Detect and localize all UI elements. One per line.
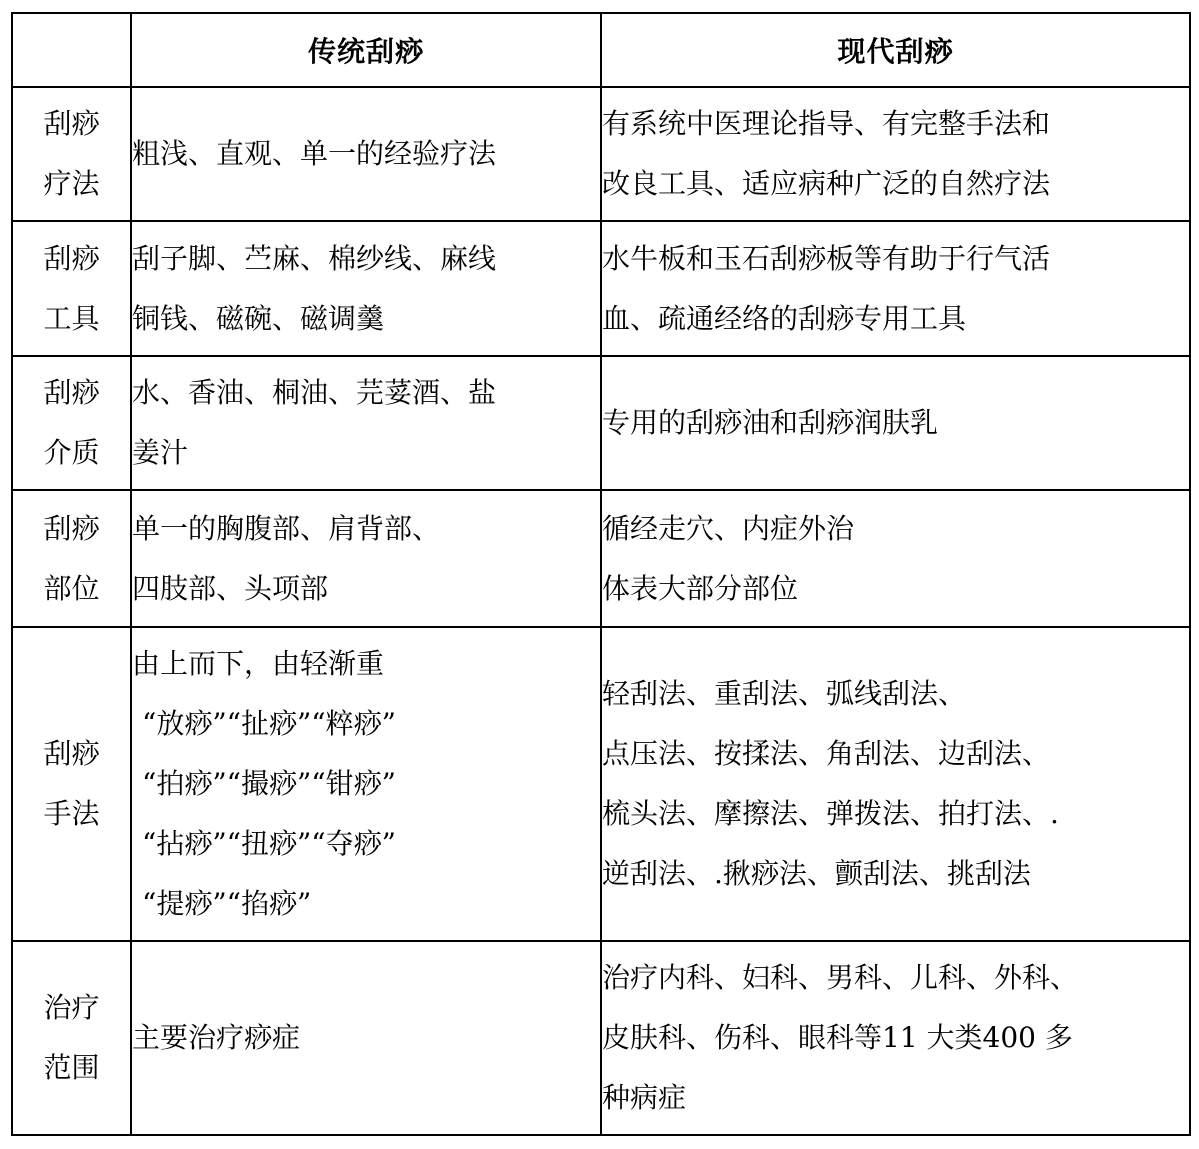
modern-cell: 有系统中医理论指导、有完整手法和 改良工具、适应病种广泛的自然疗法: [601, 87, 1190, 221]
modern-cell: 轻刮法、重刮法、弧线刮法、 点压法、按揉法、角刮法、边刮法、 梳头法、摩擦法、弹拨法、拍打法、. 逆刮法、.揪痧法、颤刮法、挑刮法: [601, 627, 1190, 941]
traditional-cell: 水、香油、桐油、芫荽酒、盐 姜汁: [131, 356, 601, 490]
comparison-table-container: [11, 12, 1191, 1136]
traditional-cell: 主要治疗痧症: [131, 941, 601, 1135]
traditional-cell: 粗浅、直观、单一的经验疗法: [131, 87, 601, 221]
traditional-cell: 刮子脚、苎麻、棉纱线、麻线 铜钱、磁碗、磁调羹: [131, 221, 601, 356]
table-row-therapy: [12, 87, 1190, 221]
row-label: 刮痧 手法: [12, 627, 131, 941]
table-row-tools: [12, 221, 1190, 356]
row-label: 刮痧 介质: [12, 356, 131, 490]
header-corner-cell: [12, 13, 131, 87]
table-row-body-areas: [12, 490, 1190, 627]
traditional-cell: 单一的胸腹部、肩背部、 四肢部、头项部: [131, 490, 601, 627]
modern-cell: 水牛板和玉石刮痧板等有助于行气活 血、疏通经络的刮痧专用工具: [601, 221, 1190, 356]
modern-cell: 治疗内科、妇科、男科、儿科、外科、 皮肤科、伤科、眼科等11 大类400 多 种病症: [601, 941, 1190, 1135]
row-label: 刮痧 疗法: [12, 87, 131, 221]
traditional-cell: 由上而下，由轻渐重 “放痧”“扯痧”“粹痧” “拍痧”“撮痧”“钳痧” “拈痧”“扭痧”“夺痧” “提痧”“掐痧”: [131, 627, 601, 941]
gua-sha-comparison-table: [11, 12, 1191, 1136]
header-modern: 现代刮痧: [601, 13, 1190, 87]
header-traditional: 传统刮痧: [131, 13, 601, 87]
modern-cell: 循经走穴、内症外治 体表大部分部位: [601, 490, 1190, 627]
row-label: 治疗 范围: [12, 941, 131, 1135]
row-label: 刮痧 部位: [12, 490, 131, 627]
modern-cell: 专用的刮痧油和刮痧润肤乳: [601, 356, 1190, 490]
row-label: 刮痧 工具: [12, 221, 131, 356]
table-row-techniques: [12, 627, 1190, 941]
header-row: [12, 13, 1190, 87]
table-row-treatment-scope: [12, 941, 1190, 1135]
table-row-medium: [12, 356, 1190, 490]
